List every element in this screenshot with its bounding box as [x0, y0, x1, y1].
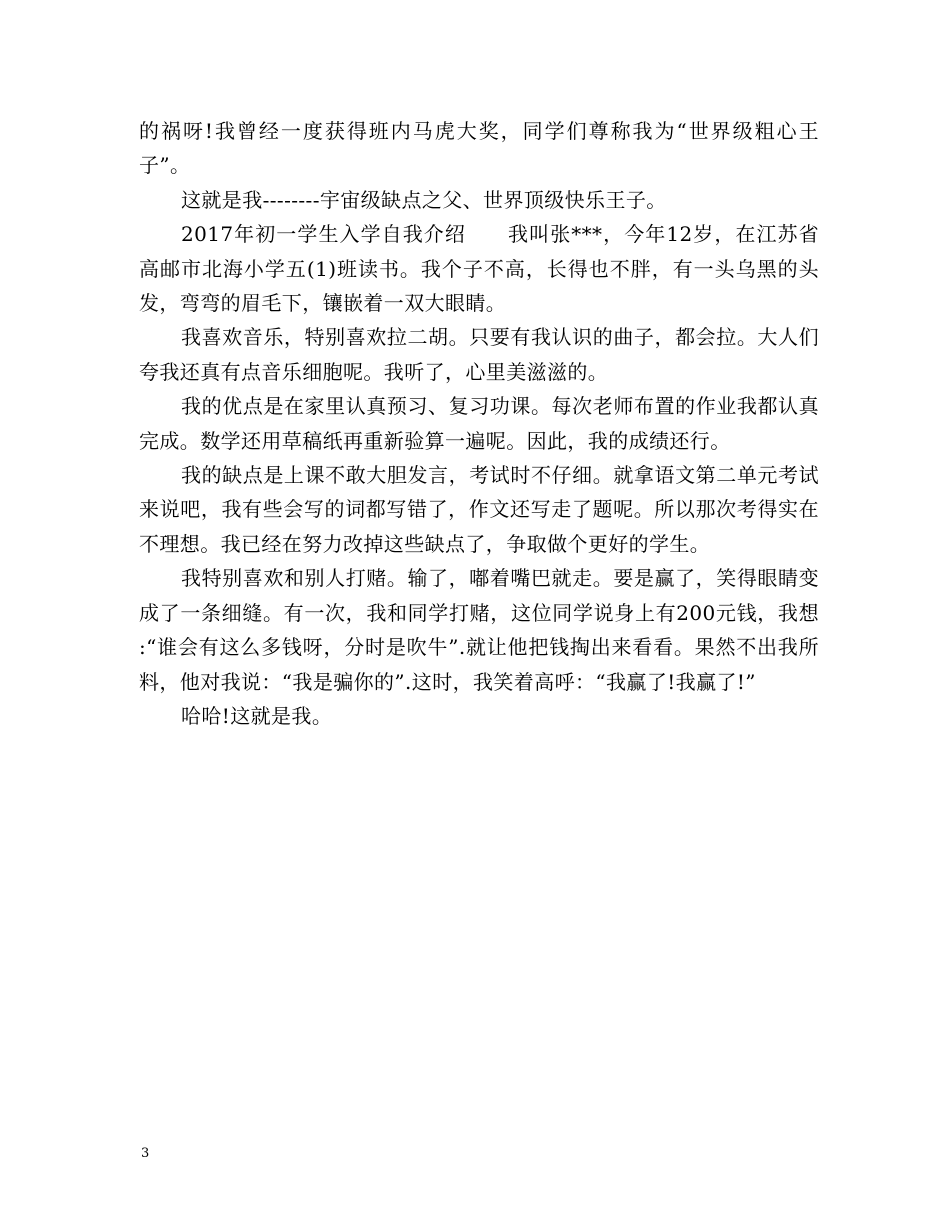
paragraph: 这就是我--------宇宙级缺点之父、世界顶级快乐王子。	[181, 187, 667, 212]
paragraph: 我的缺点是上课不敢大胆发言，考试时不仔细。就拿语文第二单元考试来说吧，我有些会写的词都写错了，作文还写走了题呢。所以那次考得实在不理想。我已经在努力改掉这些缺点了，争取做个更好的学生。	[139, 463, 819, 556]
paragraph: 的祸呀!我曾经一度获得班内马虎大奖，同学们尊称我为“世界级粗心王子”。	[139, 119, 819, 178]
paragraph: 2017年初一学生入学自我介绍 我叫张***，今年12岁，在江苏省高邮市北海小学五(1)班读书。我个子不高，长得也不胖，有一头乌黑的头发，弯弯的眉毛下，镶嵌着一双大眼睛。	[139, 222, 819, 316]
page-number: 3	[141, 1146, 150, 1161]
paragraph: 哈哈!这就是我。	[181, 703, 333, 728]
paragraph: 我喜欢音乐，特别喜欢拉二胡。只要有我认识的曲子，都会拉。大人们夸我还真有点音乐细胞呢。我听了，心里美滋滋的。	[139, 325, 819, 384]
body-text	[139, 114, 819, 733]
paragraph: 我特别喜欢和别人打赌。输了，嘟着嘴巴就走。要是赢了，笑得眼睛变成了一条细缝。有一次，我和同学打赌，这位同学说身上有200元钱，我想 :“谁会有这么多钱呀，分时是吹牛”.就让他把钱掏出来看看。果然不出我所料，他对我说：“我是骗你的”.这时，我笑着高呼：“我赢了!我赢了!”	[139, 566, 819, 694]
paragraph: 我的优点是在家里认真预习、复习功课。每次老师布置的作业我都认真完成。数学还用草稿纸再重新验算一遍呢。因此，我的成绩还行。	[139, 394, 819, 453]
